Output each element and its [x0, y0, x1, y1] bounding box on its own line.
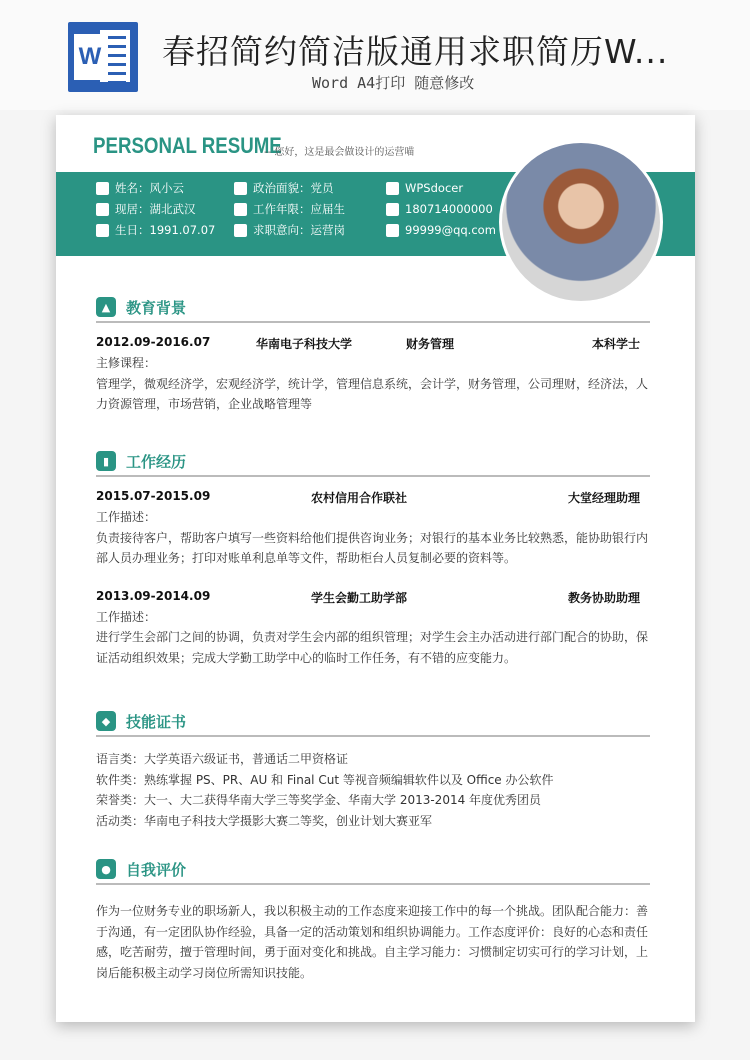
course-list: 管理学，微观经济学，宏观经济学，统计学，管理信息系统，会计学，财务管理，公司理财，经济法，人力资源管理，市场营销，企业战略管理等 [96, 376, 649, 411]
info-objective: 求职意向：运营岗 [234, 220, 345, 240]
resume-page [56, 115, 695, 1022]
work-role: 教务协助助理 [567, 590, 640, 605]
resume-brand: PERSONAL RESUME [93, 133, 282, 158]
target-icon [234, 224, 247, 237]
edu-date: 2012.09-2016.07 [96, 335, 211, 349]
listing-header [0, 0, 750, 110]
user-icon [96, 182, 109, 195]
info-experience: 工作年限：应届生 [234, 199, 345, 219]
work-org: 农村信用合作联社 [311, 491, 408, 505]
self-evaluation-text: 作为一位财务专业的职场新人，我以积极主动的工作态度来迎接工作中的每一个挑战。团队配合能力：善于沟通，有一定团队协作经验，具备一定的活动策划和组织协调能力。工作态度评价：良好的心态和责任感，吃苦耐劳，擅于管理时间，勇于面对变化和挑战。自主学习能力：习惯制定切实可行的学习计划，上岗后能积极主动学习岗位所需知识技能。 [96, 904, 649, 980]
phone-icon [386, 203, 399, 216]
info-email: 99999@qq.com [386, 220, 496, 240]
document-title: 春招简约简洁版通用求职简历W... [162, 32, 669, 71]
education-section [96, 293, 650, 415]
resume-tagline: -- 您好，这是最会做设计的运营喵 [264, 147, 415, 158]
person-icon: ● [96, 859, 116, 879]
info-political: 政治面貌：党员 [234, 178, 334, 198]
work-section [96, 447, 650, 668]
skill-line: 软件类：熟练掌握 PS、PR、AU 和 Final Cut 等视音频编辑软件以及 Office 办公软件 [96, 772, 554, 787]
info-phone: 180714000000 [386, 199, 493, 219]
work-date: 2015.07-2015.09 [96, 489, 211, 503]
course-label: 主修课程： [96, 356, 157, 370]
work-desc: 负责接待客户，帮助客户填写一些资料给他们提供咨询业务；对银行的基本业务比较熟悉，能协助银行内部人员办理业务；打印对账单利息单等文件，帮助柜台人员复制必要的资料等。 [96, 530, 649, 565]
work-label: 工作描述： [96, 510, 157, 524]
org-icon [234, 203, 247, 216]
self-evaluation-section [96, 855, 650, 983]
work-org: 学生会勤工助学部 [311, 590, 408, 605]
section-title: 自我评价 [126, 860, 187, 879]
info-name: 姓名：风小云 [96, 178, 184, 198]
work-desc: 进行学生会部门之间的协调，负责对学生会内部的组织管理；对学生会主办活动进行部门配合的协助，保证活动组织效果；完成大学勤工助学中心的临时工作任务，有不错的应变能力。 [96, 630, 649, 665]
skill-line: 语言类：大学英语六级证书，普通话二甲资格证 [96, 752, 349, 766]
info-birthday: 生日：1991.07.07 [96, 220, 215, 240]
hourglass-icon [96, 224, 109, 237]
chart-icon: ▮ [96, 451, 116, 471]
tag-icon: ◆ [96, 711, 116, 731]
edu-degree: 本科学士 [591, 337, 640, 351]
work-role: 大堂经理助理 [567, 491, 640, 505]
edu-major: 财务管理 [406, 337, 455, 351]
profile-photo [499, 140, 663, 304]
wechat-icon [386, 182, 399, 195]
info-residence: 现居：湖北武汉 [96, 199, 196, 219]
skill-line: 荣誉类：大一、大二获得华南大学三等奖学金、华南大学 2013-2014 年度优秀团员 [96, 793, 542, 807]
graduation-cap-icon: ▲ [96, 297, 116, 317]
mail-icon [386, 224, 399, 237]
work-label: 工作描述： [96, 609, 157, 624]
word-icon: W [68, 22, 138, 92]
skills-section [96, 707, 650, 831]
location-icon [96, 203, 109, 216]
document-subtitle: Word A4打印 随意修改 [312, 74, 475, 92]
badge-icon [234, 182, 247, 195]
section-title: 工作经历 [126, 452, 187, 471]
edu-school: 华南电子科技大学 [256, 337, 353, 351]
info-wechat: WPSdocer [386, 178, 463, 198]
skill-line: 活动类：华南电子科技大学摄影大赛二等奖，创业计划大赛亚军 [96, 813, 433, 828]
section-title: 教育背景 [126, 298, 187, 317]
work-date: 2013.09-2014.09 [96, 588, 211, 603]
section-title: 技能证书 [126, 712, 187, 731]
